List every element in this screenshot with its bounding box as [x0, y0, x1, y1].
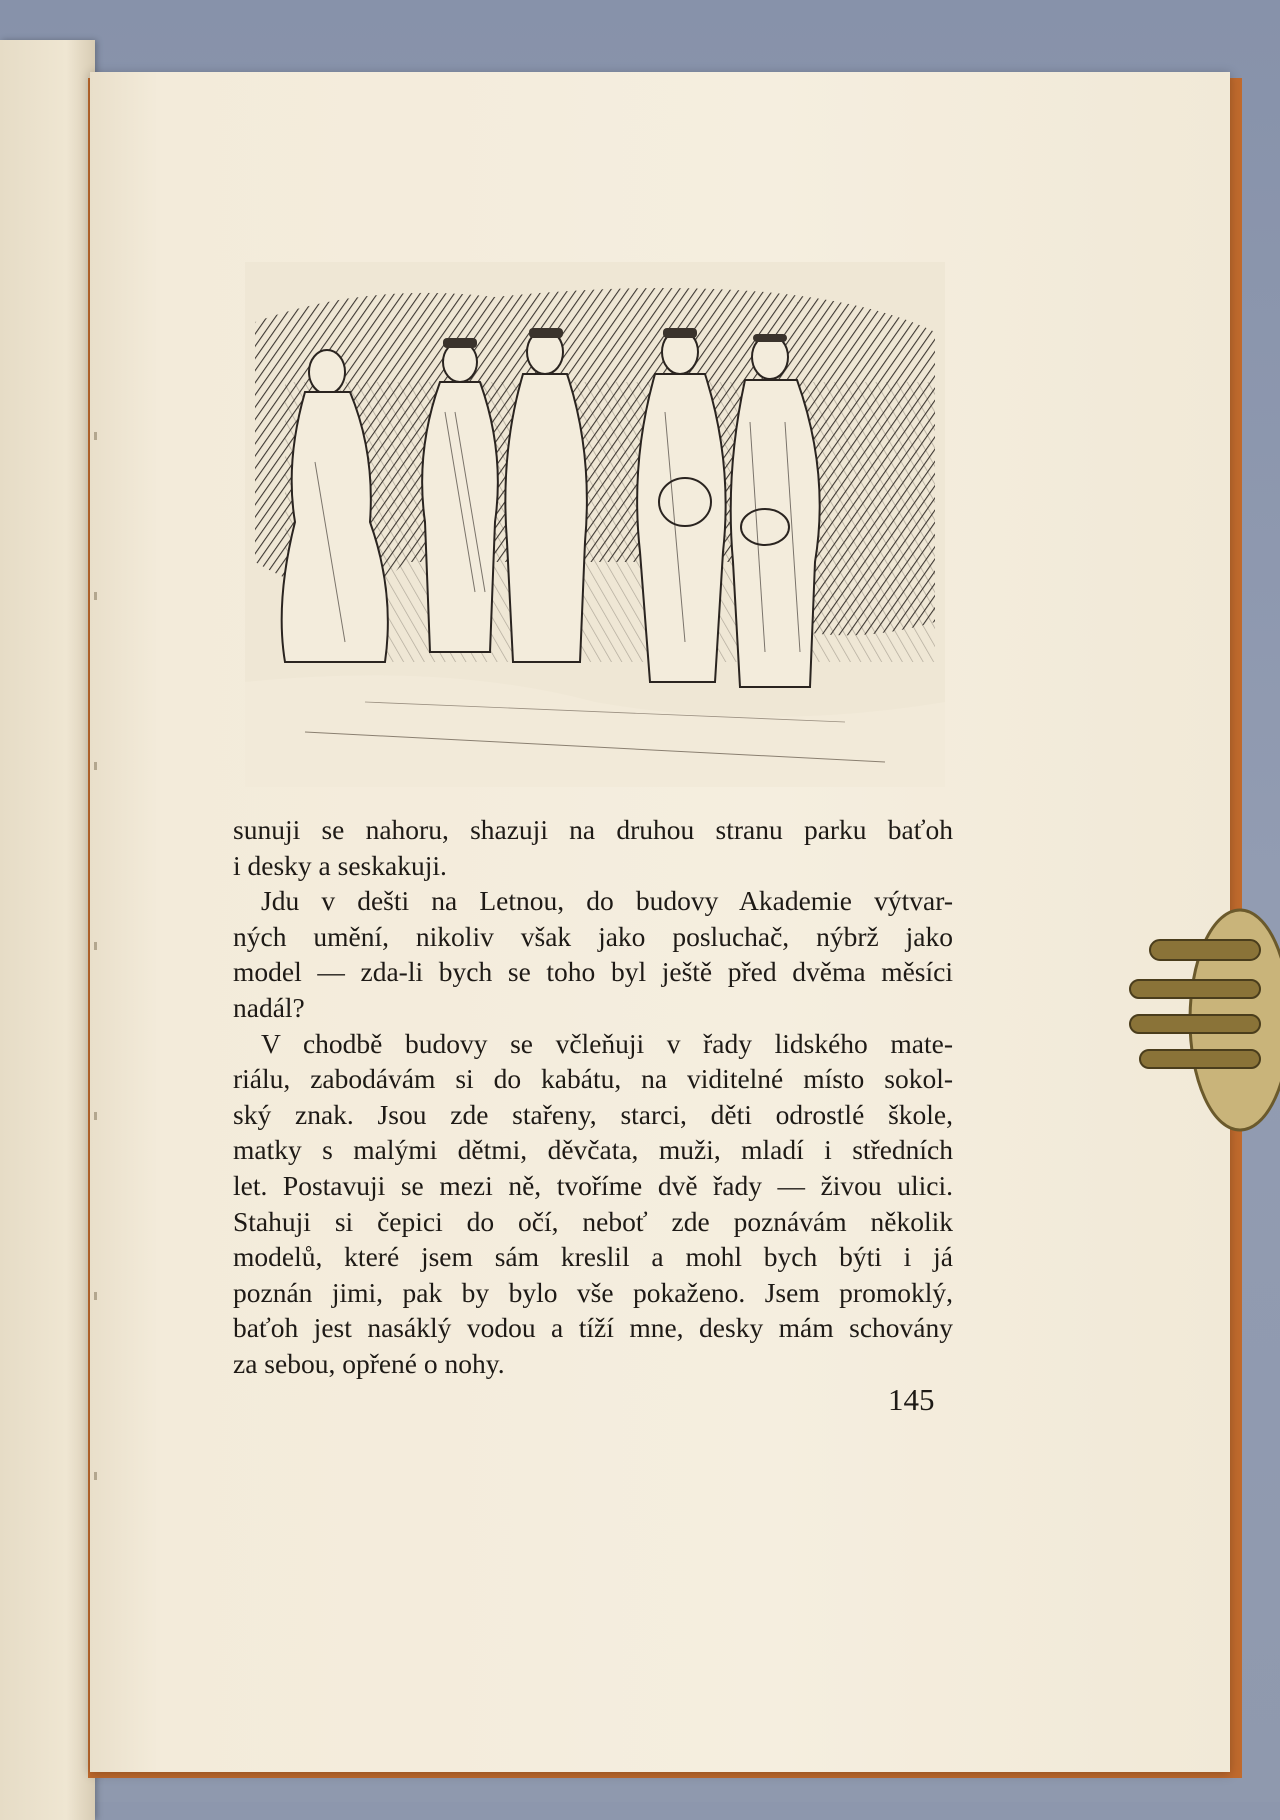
etching-figures-image: [245, 262, 945, 787]
gutter-mark: [94, 432, 97, 440]
text-line: ský znak. Jsou zde stařeny, starci, děti odrostlé škole,: [233, 1098, 953, 1130]
text-line: nadál?: [233, 991, 305, 1023]
gutter-mark: [94, 762, 97, 770]
text-line: riálu, zabodávám si do kabátu, na viditelné místo sokol-: [233, 1063, 953, 1095]
text-line: za sebou, opřené o nohy.: [233, 1347, 505, 1379]
gutter-mark: [94, 942, 97, 950]
text-line: Jdu v dešti na Letnou, do budovy Akademie výtvar-: [261, 885, 953, 917]
text-line: i desky a seskakuji.: [233, 849, 447, 881]
text-line: modelů, které jsem sám kreslil a mohl bych býti i já: [233, 1241, 953, 1273]
brass-clip-icon: [1120, 890, 1280, 1150]
text-line: let. Postavuji se mezi ně, tvoříme dvě řady — živou ulici.: [233, 1169, 953, 1201]
text-line: matky s malými dětmi, děvčata, muži, mladí i středních: [233, 1134, 953, 1166]
gutter-mark: [94, 1472, 97, 1480]
text-line: ných umění, nikoliv však jako posluchač, nýbrž jako: [233, 920, 953, 952]
text-line: Stahuji si čepici do očí, neboť zde poznávám několik: [233, 1205, 953, 1237]
text-line: poznán jimi, pak by bylo vše pokaženo. Jsem promoklý,: [233, 1276, 953, 1308]
left-page-edge: [0, 40, 95, 1820]
gutter-mark: [94, 1112, 97, 1120]
gutter-mark: [94, 592, 97, 600]
text-line: baťoh jest nasáklý vodou a tíží mne, desky mám schovány: [233, 1312, 953, 1344]
book-page: [90, 72, 1230, 1772]
page-clip-holder: [1120, 890, 1280, 1150]
etching-illustration: [245, 262, 945, 787]
gutter-mark: [94, 1292, 97, 1300]
body-text: [233, 812, 953, 1382]
text-line: model — zda-li bych se toho byl ještě před dvěma měsíci: [233, 956, 953, 988]
text-line: V chodbě budovy se včleňuji v řady lidského mate-: [261, 1027, 953, 1059]
text-line: sunuji se nahoru, shazuji na druhou stranu parku baťoh: [233, 814, 953, 845]
page-number: 145: [888, 1382, 935, 1417]
